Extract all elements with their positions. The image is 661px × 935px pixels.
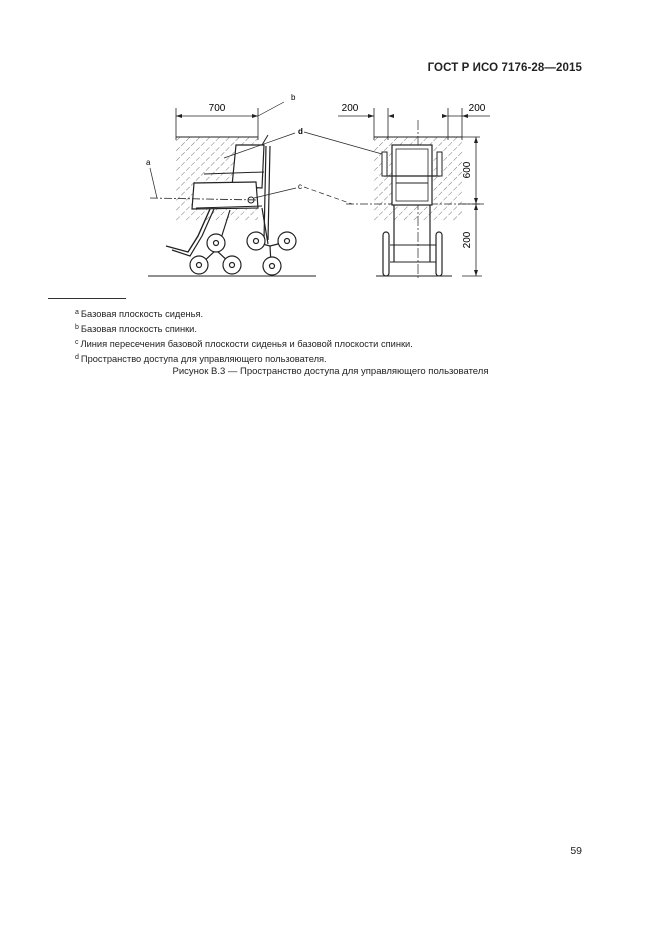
dim-label-700: 700: [208, 103, 226, 114]
front-view: [338, 103, 490, 278]
footnote-b: $^b$ Базовая плоскость спинки.: [75, 324, 197, 334]
callout-d: d: [298, 127, 303, 136]
figure-caption: Рисунок В.3 — Пространство доступа для управляющего пользователя: [172, 366, 489, 377]
dim-label-600: 600: [462, 161, 473, 179]
footnote-rule: [48, 298, 126, 299]
side-view: [146, 93, 382, 276]
page-number: 59: [570, 845, 582, 857]
standard-header: ГОСТ Р ИСО 7176-28—2015: [427, 62, 582, 74]
callout-b: b: [291, 93, 296, 102]
callout-c: c: [298, 182, 302, 191]
footnote-d: $^d$ Пространство доступа для управляющего пользователя.: [75, 354, 327, 364]
seat: [192, 182, 258, 209]
right-wheel-front: [436, 232, 442, 276]
footnote-a: $^a$ Базовая плоскость сиденья.: [75, 309, 204, 319]
footnotes: [75, 306, 413, 366]
rear-wheel-cluster: [247, 232, 296, 275]
backrest-front: [392, 145, 432, 205]
dim-label-front-right: 200: [468, 103, 486, 114]
left-wheel-front: [383, 232, 389, 276]
dim-label-200-vertical: 200: [462, 231, 473, 249]
footnote-c: $^c$ Линия пересечения базовой плоскости сиденья и базовой плоскости спинки.: [75, 339, 413, 349]
dim-label-front-left: 200: [341, 103, 359, 114]
front-wheel-cluster: [190, 234, 241, 274]
figure-b3-drawing: [0, 0, 661, 300]
callout-a: a: [146, 158, 151, 167]
